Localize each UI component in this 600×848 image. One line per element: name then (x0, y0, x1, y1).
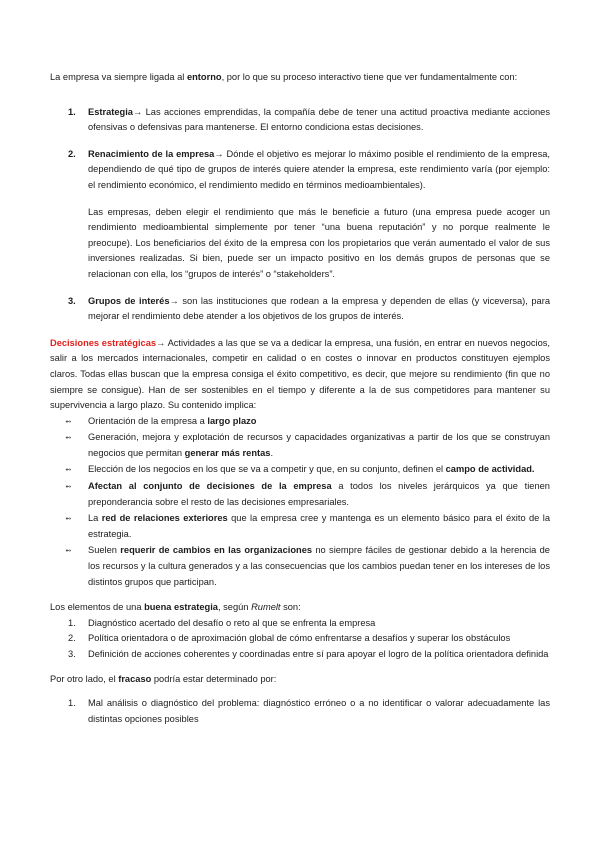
bullet-item: ➻ Elección de los negocios en los que se va a competir y que, en su conjunto, definen el campo de actividad. (50, 462, 550, 478)
arrow-bullet-icon: ➻ (65, 416, 72, 426)
numbered-list-environment (50, 105, 550, 325)
item-sub-paragraph: Las empresas, deben elegir el rendimiento que más le beneficie a futuro (una empresa puede acoger un rendimiento medioambiental simplemente por tener “una buena reputación” y no porque realmente le preocupe). Los beneficiarios del éxito de la empresa con los propietarios que verán aumentado el valor de sus inversiones realizadas. Si bien, puede ser un impacto positivo en los demás grupos de personas que se relacionan con ella, los “grupos de interés” o “stakeholders”. (88, 206, 550, 279)
intro-text-end: , por lo que su proceso interactivo tiene que ver fundamentalmente con: (221, 72, 518, 82)
list-item: 3. Definición de acciones coherentes y coordinadas entre sí para apoyar el logro de la política orientadora definida (68, 649, 549, 659)
list-item: 2. Política orientadora o de aproximación global de cómo enfrentarse a desafíos y superar los obstáculos (68, 633, 511, 644)
list-item (50, 294, 550, 325)
arrow-bullet-icon: ➻ (65, 482, 72, 492)
item-heading: Renacimiento de la empresa (88, 148, 215, 159)
list-item (50, 105, 550, 136)
numbered-list-failure (50, 696, 550, 727)
item-text: → Dónde el objetivo es mejorar lo máximo posible el rendimiento de la empresa, dependiendo de qué tipo de grupos de interés quiere atender la empresa, este rendimiento varía (por ejemplo: el rendimiento económico, el rendimiento medido en términos medioambientales). (88, 148, 550, 190)
arrow-bullet-icon: ➻ (65, 465, 72, 475)
item-heading: Estrategia (88, 106, 133, 117)
list-item: 1. Diagnóstico acertado del desafío o reto al que se enfrenta la empresa (68, 617, 376, 628)
bullet-item: ➻ La red de relaciones exteriores que la empresa cree y mantenga es un elemento básico para el éxito de la estrategia. (65, 513, 550, 539)
decisiones-text: → Actividades a las que se va a dedicar la empresa, una fusión, en entrar en nuevos negocios, salir a los mercados internacionales, competir en calidad o en costes o innovar en productos constituyen ejemplos claros. Todas ellas buscan que la empresa consiga el éxito competitivo, es decir, que mejore su rendimiento (fin que no siempre se consigue). Han de ser sostenibles en el tiempo y diferente a la de sus competidores para mantener su supervivencia a largo plazo. Su contenido implica: (50, 337, 550, 411)
arrow-bullet-icon: ➻ (65, 514, 72, 524)
intro-bold: entorno (186, 72, 222, 82)
intro-text: La empresa va siempre ligada al (50, 72, 187, 82)
list-item (50, 147, 550, 283)
fracaso-paragraph: Por otro lado, el fracaso podría estar determinado por: (50, 673, 277, 684)
bullet-item: ➻ Generación, mejora y explotación de recursos y capacidades organizativas a partir de los que se construyan negocios que permitan generar más rentas. (65, 432, 550, 458)
numbered-list-elements (50, 616, 550, 663)
bullet-item: ➻ Afectan al conjunto de decisiones de la empresa a todos los niveles jerárquicos ya que tienen preponderancia sobre el resto de las decisiones empresariales. (65, 481, 550, 507)
bullet-item: ➻ Orientación de la empresa a largo plazo (50, 414, 550, 430)
arrow-bullet-icon: ➻ (65, 546, 72, 556)
author-name: Rumelt (251, 602, 281, 613)
arrow-bullet-icon: ➻ (65, 433, 72, 443)
item-number: 3. (68, 295, 76, 306)
bullet-list-implications (50, 414, 550, 591)
intro-paragraph (50, 70, 550, 86)
bullet-item: ➻ Suelen requerir de cambios en las organizaciones no siempre fáciles de gestionar debido a la herencia de los recursos y la cultura generados y a las consecuencias que los cambios puedan tener en los intereses de los distintos grupos que participan. (65, 545, 550, 587)
item-text: → Las acciones emprendidas, la compañía debe de tener una actitud proactiva mediante acciones ofensivas o defensivas para mantenerse. El entorno condiciona estas decisiones. (88, 106, 550, 133)
item-number: 2. (68, 148, 76, 159)
list-item: 1. Mal análisis o diagnóstico del problema: diagnóstico erróneo o a no identificar o valorar adecuadamente las distintas opciones posibles (68, 698, 550, 724)
elementos-paragraph: Los elementos de una buena estrategia, según Rumelt son: (50, 602, 301, 613)
item-heading: Grupos de interés (88, 295, 170, 306)
decisiones-heading: Decisiones estratégicas (50, 337, 157, 348)
item-number: 1. (68, 106, 76, 117)
decisiones-paragraph (50, 336, 550, 414)
item-text: → son las instituciones que rodean a la empresa y dependen de ellas (y viceversa), para mejorar el rendimiento debe atender a los objetivos de los grupos de interés. (88, 295, 550, 322)
